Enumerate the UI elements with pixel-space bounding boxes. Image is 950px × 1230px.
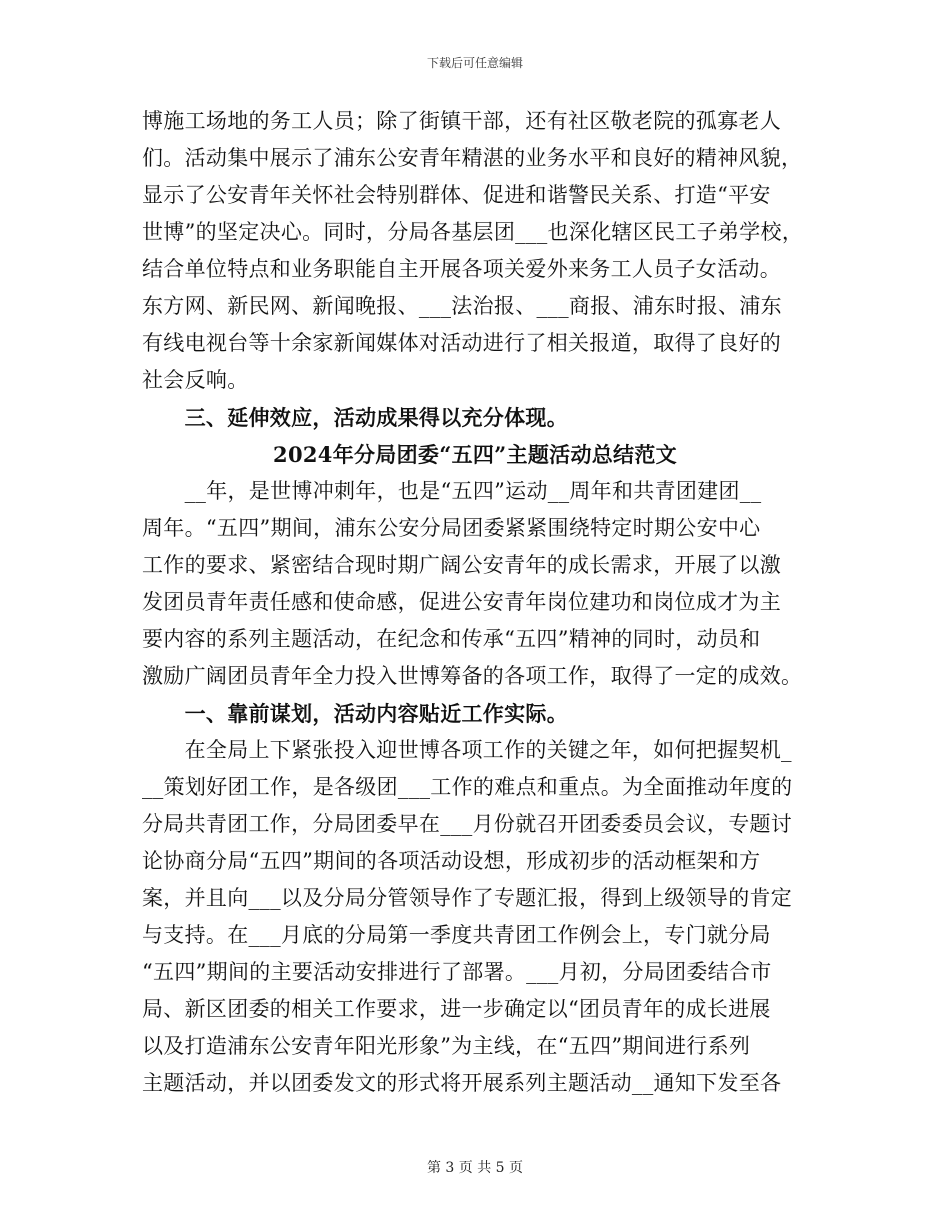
paragraph-line: 周年。“五四”期间，浦东公安分局团委紧紧围绕特定时期公安中心: [142, 516, 761, 540]
paragraph-line: 社会反响。: [142, 368, 249, 392]
paragraph-line: 结合单位特点和业务职能自主开展各项关爱外来务工人员子女活动。: [142, 257, 781, 281]
paragraph-line: 发团员青年责任感和使命感，促进公安青年岗位建功和岗位成才为主: [142, 590, 781, 614]
page-number: 第 3 页 共 5 页: [426, 1160, 524, 1176]
paragraph-line: 主题活动，并以团委发文的形式将开展系列主题活动__通知下发至各: [142, 1071, 782, 1095]
page-header-note: 下载后可任意编辑: [426, 56, 523, 70]
paragraph-line: 东方网、新民网、新闻晚报、___法治报、___商报、浦东时报、浦东: [142, 294, 782, 318]
paragraph-line: 案，并且向___以及分局分管领导作了专题汇报，得到上级领导的肯定: [142, 886, 793, 910]
section-heading: 一、靠前谋划，活动内容贴近工作实际。: [142, 701, 568, 726]
paragraph-line: 们。活动集中展示了浦东公安青年精湛的业务水平和良好的精神风貌，: [142, 146, 803, 170]
paragraph-line: 要内容的系列主题活动，在纪念和传承“五四”精神的同时，动员和: [142, 627, 761, 651]
section-heading: 三、延伸效应，活动成果得以充分体现。: [142, 405, 568, 430]
paragraph-line: 与支持。在___月底的分局第一季度共青团工作例会上，专门就分局: [142, 923, 771, 947]
paragraph-line: __策划好团工作，是各级团___工作的难点和重点。为全面推动年度的: [142, 775, 793, 799]
paragraph-line: 分局共青团工作，分局团委早在___月份就召开团委委员会议，专题讨: [142, 812, 793, 836]
paragraph-line: 局、新区团委的相关工作要求，进一步确定以“团员青年的成长进展: [142, 997, 771, 1021]
paragraph-line: 世博”的坚定决心。同时，分局各基层团___也深化辖区民工子弟学校，: [142, 220, 804, 244]
paragraph-line: 工作的要求、紧密结合现时期广阔公安青年的成长需求，开展了以激: [142, 553, 781, 577]
paragraph-line: 显示了公安青年关怀社会特别群体、促进和谐警民关系、打造“平安: [142, 183, 771, 207]
paragraph-line: 论协商分局“五四”期间的各项活动设想，形成初步的活动框架和方: [142, 849, 761, 873]
section-title: 2024年分局团委“五四”主题活动总结范文: [273, 442, 677, 467]
paragraph-line: 在全局上下紧张投入迎世博各项工作的关键之年，如何把握契机_: [142, 738, 792, 762]
paragraph-line: 有线电视台等十余家新闻媒体对活动进行了相关报道，取得了良好的: [142, 331, 781, 355]
paragraph-line: 博施工场地的务工人员；除了街镇干部，还有社区敬老院的孤寡老人: [142, 109, 781, 133]
paragraph-line: __年，是世博冲刺年，也是“五四”运动__周年和共青团建团__: [142, 479, 762, 503]
paragraph-line: 以及打造浦东公安青年阳光形象”为主线，在“五四”期间进行系列: [142, 1034, 751, 1058]
document-body: [142, 103, 808, 1102]
paragraph-line: “五四”期间的主要活动安排进行了部署。___月初，分局团委结合市: [142, 960, 772, 984]
paragraph-line: 激励广阔团员青年全力投入世博筹备的各项工作，取得了一定的成效。: [142, 664, 803, 688]
